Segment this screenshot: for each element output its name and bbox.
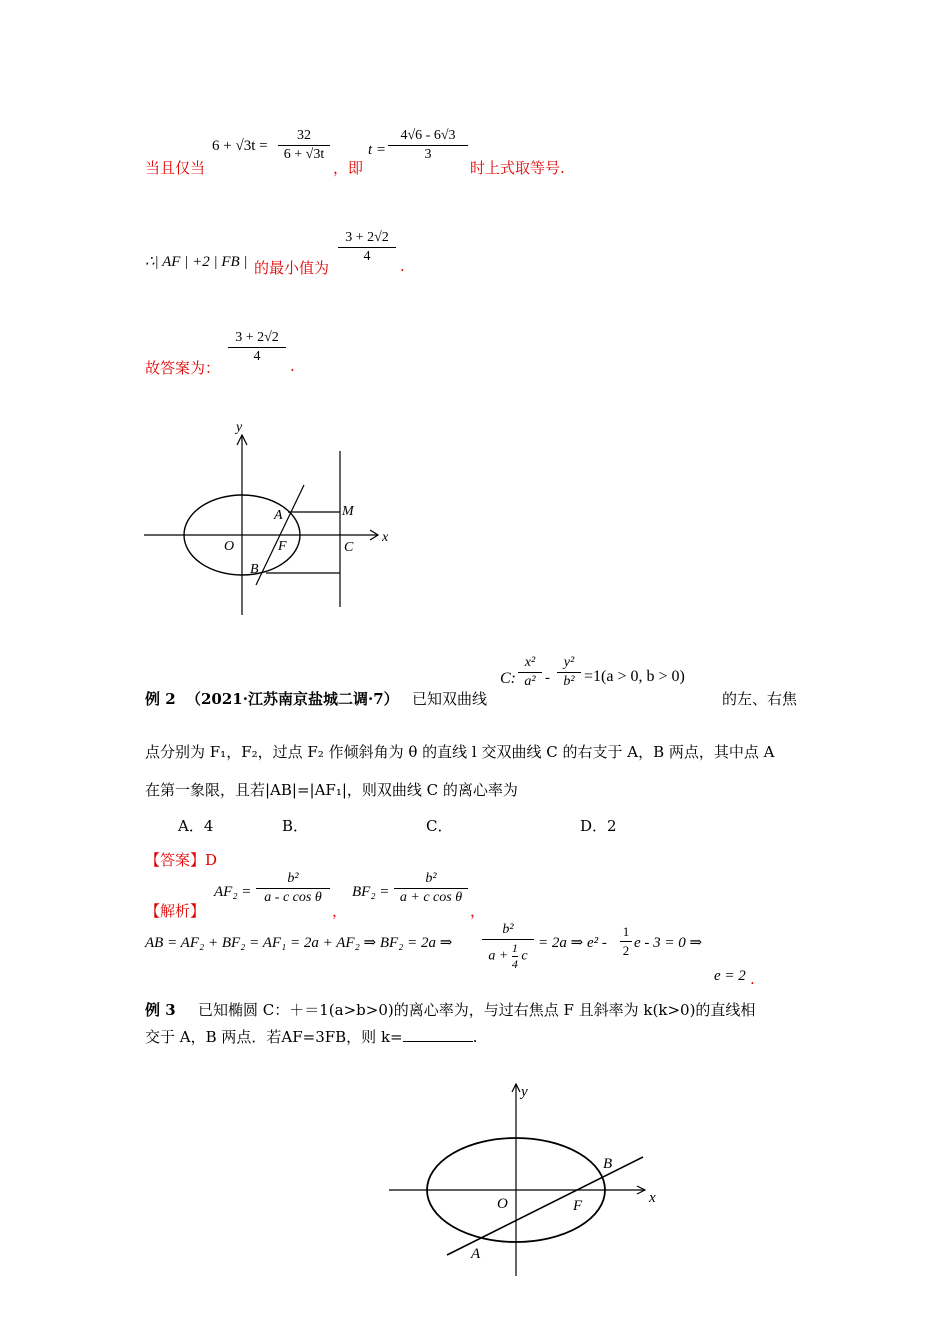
label-b: B	[603, 1156, 613, 1172]
hyperbola-x-fraction	[518, 655, 542, 690]
derivation-chain-left: AB = AF₂ + BF₂ = AF₁ = 2a + AF₂ ⇒ BF₂ = 2a ⇒	[145, 935, 453, 951]
answer-blank[interactable]	[403, 1029, 473, 1042]
bf2-numerator: b²	[425, 871, 437, 886]
condition-suffix: 时上式取等号.	[470, 159, 565, 177]
derivation-chain-mid: = 2a ⇒ e² -	[538, 935, 607, 951]
label-m: M	[342, 504, 354, 519]
hyperbola-prefix: C:	[500, 670, 516, 687]
example2-text2: 的左、右焦	[722, 690, 798, 708]
af2-lhs: AF₂ =	[214, 884, 252, 900]
example3-line2	[145, 1026, 477, 1047]
condition-prefix: 当且仅当	[145, 159, 206, 177]
af2-fraction	[256, 871, 330, 906]
hyperbola-y-fraction	[557, 655, 581, 690]
t-fraction	[388, 128, 468, 163]
answer-dot: .	[290, 357, 295, 375]
example3-line1: 已知椭圆 C：＋＝1(a>b>0)的离心率为，与过右焦点 F 且斜率为 k(k>0)的直线相	[198, 1001, 756, 1019]
condition-mid: ，即	[333, 159, 364, 177]
hyperbola-minus: -	[545, 670, 550, 686]
min-dot: .	[400, 257, 405, 275]
comma-1: ，	[332, 902, 348, 920]
hyperbola-b2: b²	[563, 674, 575, 689]
example2-text1: 已知双曲线	[412, 690, 488, 708]
label-b: B	[250, 562, 259, 577]
fraction-denominator: 6 + √3t	[283, 147, 325, 162]
label-x: x	[649, 1190, 656, 1206]
label-o: O	[224, 539, 235, 554]
equation-left: 6 + √3t =	[212, 138, 268, 154]
half-den: 2	[622, 943, 630, 958]
hyperbola-rhs: =1(a > 0, b > 0)	[584, 668, 685, 685]
derivation-chain-right: e - 3 = 0 ⇒	[634, 935, 703, 951]
t-equals: t =	[368, 142, 387, 158]
example3-line2-prefix: 交于 A，B 两点．若AF=3FB，则 k=	[145, 1028, 403, 1046]
label-c: C	[344, 540, 354, 555]
ellipse-figure-1	[140, 415, 400, 625]
bf2-denominator: a + c cos θ	[399, 890, 463, 905]
secant-line	[447, 1157, 643, 1255]
label-x: x	[382, 530, 389, 545]
label-a: A	[471, 1246, 481, 1262]
quarter-den: 4	[511, 957, 518, 971]
af2-numerator: b²	[287, 871, 299, 886]
chain-denominator	[482, 941, 534, 972]
example3-title: 例 3	[145, 1001, 176, 1019]
hyperbola-x2: x²	[524, 655, 536, 670]
bf2-fraction	[394, 871, 468, 906]
analysis-label: 【解析】	[145, 902, 206, 920]
bf2-lhs: BF₂ =	[352, 884, 390, 900]
label-f: F	[278, 539, 287, 554]
label-y: y	[236, 420, 243, 435]
label-f: F	[573, 1198, 583, 1214]
comma-2: ，	[470, 902, 486, 920]
hyperbola-a2: a²	[524, 674, 536, 689]
option-b: B．	[282, 817, 309, 835]
answer-text: 故答案为：	[145, 359, 221, 377]
answer-denominator: 4	[253, 349, 261, 364]
example2-source: （2021·江苏南京盐城二调·7）	[186, 690, 399, 708]
example2-line3: 在第一象限，且若|AB|=|AF₁|，则双曲线 C 的离心率为	[145, 781, 518, 799]
t-denominator: 3	[424, 147, 432, 162]
example3-line2-suffix: .	[472, 1028, 478, 1046]
min-value-fraction	[338, 230, 396, 265]
option-a: A．4	[178, 817, 214, 835]
ellipse-figure-2	[385, 1080, 675, 1280]
label-a: A	[274, 508, 283, 523]
quarter-num: 1	[511, 941, 518, 955]
label-y: y	[521, 1084, 528, 1100]
answer-numerator: 3 + 2√2	[235, 330, 279, 345]
chain-fraction	[482, 922, 534, 972]
half-num: 1	[622, 924, 630, 939]
chain-den-c: c	[521, 948, 528, 964]
min-denominator: 4	[363, 249, 371, 264]
min-expression: ∴| AF | +2 | FB |	[145, 254, 248, 270]
example2-line2: 点分别为 F₁，F₂，过点 F₂ 作倾斜角为 θ 的直线 l 交双曲线 C 的右支于 A，B 两点，其中点 A	[145, 743, 775, 761]
option-c: C．	[426, 817, 453, 835]
af2-denominator: a - c cos θ	[264, 890, 322, 905]
t-numerator: 4√6 - 6√3	[400, 128, 456, 143]
chain-den-a: a +	[488, 948, 509, 964]
example2-answer: 【答案】D	[145, 851, 218, 869]
eccentricity-result: e = 2	[714, 968, 746, 984]
half-fraction	[620, 924, 632, 959]
answer-fraction	[228, 330, 286, 365]
equation-fraction	[278, 128, 330, 163]
fraction-numerator: 32	[297, 128, 311, 143]
result-dot: .	[750, 970, 755, 988]
min-value-text: 的最小值为	[254, 259, 330, 277]
chain-numerator: b²	[502, 922, 514, 937]
hyperbola-y2: y²	[563, 655, 575, 670]
example2-title: 例 2	[145, 690, 176, 708]
label-o: O	[497, 1196, 508, 1212]
option-d: D．2	[580, 817, 617, 835]
min-numerator: 3 + 2√2	[345, 230, 389, 245]
